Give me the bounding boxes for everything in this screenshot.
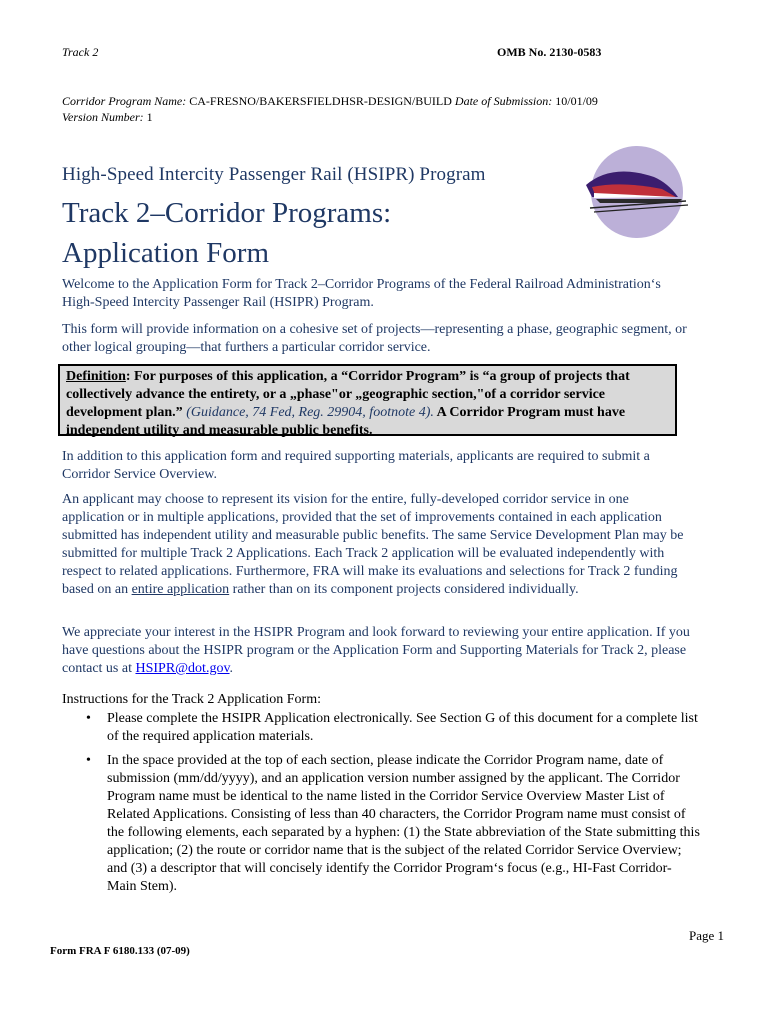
omb-number: OMB No. 2130-0583 — [497, 45, 602, 59]
list-item — [80, 752, 700, 896]
welcome-paragraph: Welcome to the Application Form for Track 2–Corridor Programs of the Federal Railroad Administration‘s High-Speed Intercity Passenger Rail (HSIPR) Program. — [62, 277, 661, 310]
hsipr-train-logo-icon — [572, 145, 692, 245]
list-item-text: In the space provided at the top of each section, please indicate the Corridor Program name, date of submission (mm/dd/yyyy), and an application version number assigned by the applicant. The Corridor Program name must be identical to the name listed in the Corridor Service Overview Master List of Related Applications. Consisting of less than 40 characters, the Corridor Program name must consist of the following elements, each separated by a hyphen: (1) the State abbreviation of the State submitting this application; (2) the route or corridor name that is the subject of the related Corridor Service Overview; and (3) a descriptor that will concisely identify the Corridor Program‘s focus (e.g., HI-Fast Corridor-Main Stem). — [107, 753, 700, 894]
contact-email-link[interactable]: HSIPR@dot.gov — [135, 661, 230, 676]
version-label: Version Number: — [62, 110, 144, 124]
instructions-list — [80, 710, 700, 902]
form-number: Form FRA F 6180.133 (07-09) — [50, 945, 190, 957]
program-name-value: CA-FRESNO/BAKERSFIELDHSR-DESIGN/BUILD — [189, 94, 452, 108]
definition-label: Definition — [66, 369, 126, 384]
cohesive-paragraph: This form will provide information on a cohesive set of projects—representing a phase, geographic segment, or other logical grouping—that furthers a particular corridor service. — [62, 322, 687, 355]
vision-text-a: An applicant may choose to represent its vision for the entire, fully-developed corridor service in one application or in multiple applications, provided that the set of improvements contained in each application submitted has independent utility and measurable public benefits. The same Service Development Plan may be submitted for multiple Track 2 Applications. Each Track 2 application will be evaluated independently with respect to related applications. Furthermore, FRA will make its evaluations and selections for Track 2 funding based on an — [62, 492, 684, 597]
bullet-icon: • — [86, 711, 91, 726]
appreciate-text-b: . — [229, 661, 234, 676]
page-number: Page 1 — [689, 928, 725, 943]
page-title-line2: Application Form — [62, 237, 270, 269]
list-item-text: Please complete the HSIPR Application electronically. See Section G of this document for a complete list of the required application materials. — [107, 711, 698, 744]
track-label: Track 2 — [62, 45, 99, 59]
page-title-line1: Track 2–Corridor Programs: — [62, 197, 392, 229]
definition-guidance: (Guidance, 74 Fed, Reg. 29904, footnote 4). — [186, 405, 434, 420]
date-value: 10/01/09 — [555, 94, 598, 108]
program-name-label: Corridor Program Name: — [62, 94, 187, 108]
appreciate-paragraph — [62, 624, 692, 678]
appreciate-text-a: We appreciate your interest in the HSIPR Program and look forward to reviewing your entire application. If you have questions about the HSIPR program or the Application Form and Supporting Materials for Track 2, please contact us at — [62, 625, 690, 676]
vision-text-b: rather than on its component projects considered individually. — [229, 582, 579, 597]
submission-meta — [62, 93, 722, 125]
addition-paragraph: In addition to this application form and required supporting materials, applicants are required to submit a Corridor Service Overview. — [62, 449, 650, 482]
page-title — [62, 195, 391, 271]
definition-text: : For purposes of this application, a “Corridor Program” is “a group of projects that collectively advance the entirety, or a „phase"or „geographic section,"of a corridor service development plan.” — [66, 369, 630, 420]
instructions-title: Instructions for the Track 2 Application Form: — [62, 692, 321, 707]
entire-application-emphasis: entire application — [131, 582, 230, 597]
date-label: Date of Submission: — [454, 94, 553, 108]
vision-paragraph — [62, 491, 692, 599]
list-item — [80, 710, 700, 746]
version-value: 1 — [146, 110, 153, 124]
program-title: High-Speed Intercity Passenger Rail (HSIPR) Program — [62, 164, 486, 185]
definition-note: A Corridor Program must have independent utility and measurable public benefits. — [66, 405, 626, 438]
definition-box — [58, 364, 677, 436]
bullet-icon: • — [86, 753, 91, 768]
